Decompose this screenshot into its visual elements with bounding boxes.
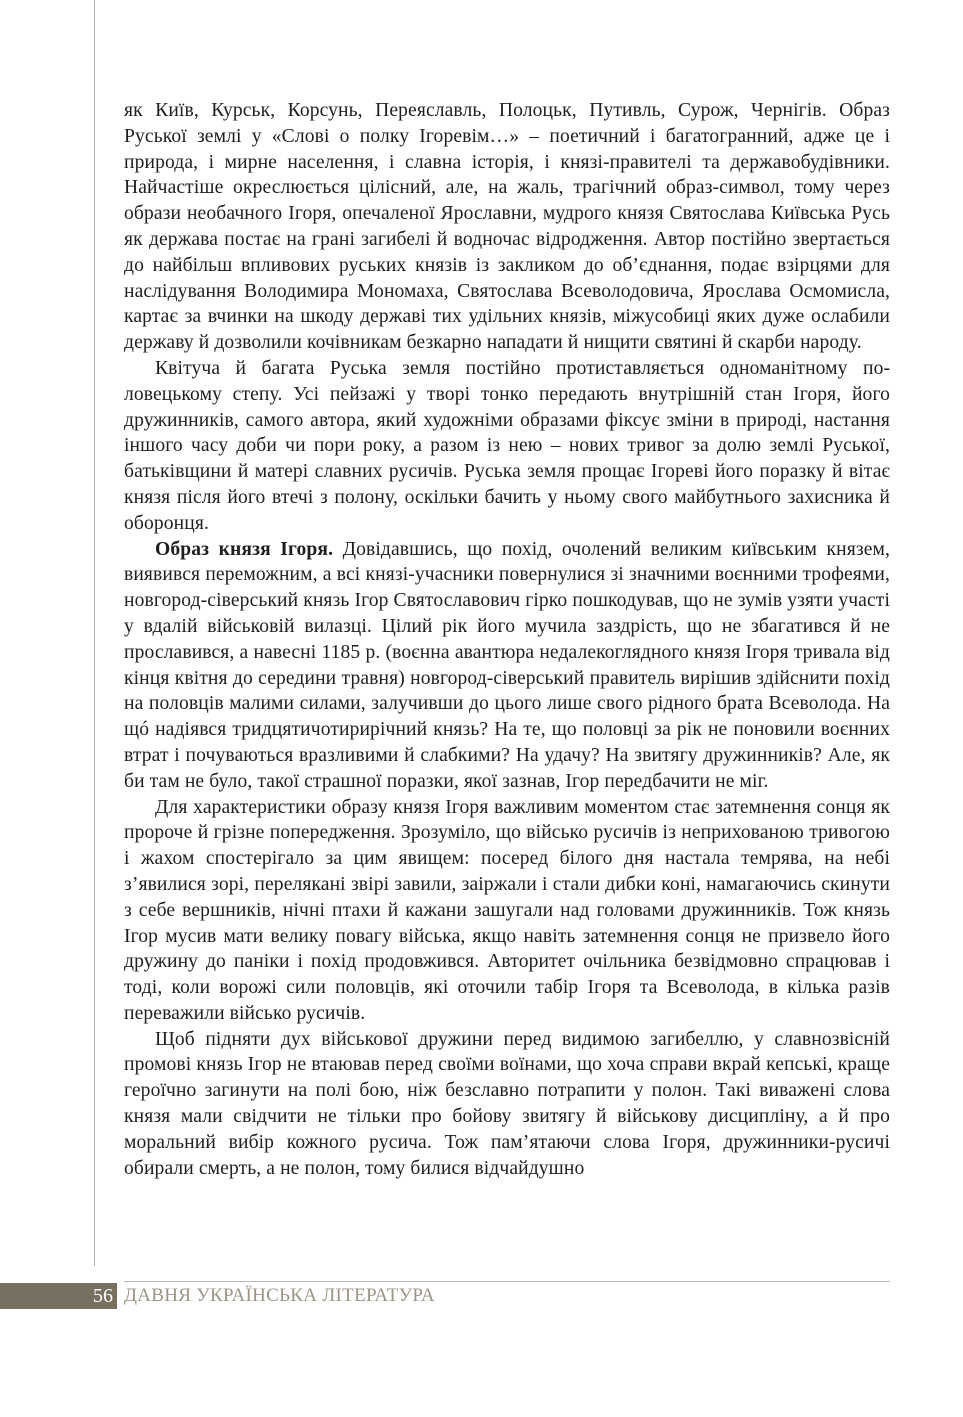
paragraph-2-text: Квітуча й багата Руська земля постійно протиставляється одноманітному половецькому степу. Усі пейзажі у творі тонко передають внутрішній стан Ігоря, його дружинників, самого автора, який художніми образами фіксує зміни в природі, настання іншого часу доби чи пори року, а разом із нею – нових тривог за долю землі Руської, батьківщини й матері славних русичів. Руська земля прощає Ігореві його поразку й вітає князя після його втечі з полону, оскільки бачить у ньому свого майбутнього захисника й оборонця. — [124, 357, 890, 534]
page-number-tab — [0, 1283, 117, 1309]
body-text — [124, 98, 890, 1181]
paragraph-2 — [124, 356, 890, 537]
paragraph-4 — [124, 795, 890, 1027]
paragraph-1 — [124, 98, 890, 356]
paragraph-5 — [124, 1027, 890, 1182]
footer-rule — [124, 1281, 890, 1282]
left-margin-rule — [94, 0, 95, 1266]
paragraph-4-text: Для характеристики образу князя Ігоря важливим моментом стає затемнення сонця як пророче й грізне попередження. Зрозуміло, що військо русичів із неприхованою тривогою і жахом спостерігало за цим явищем: посеред білого дня настала темрява, на небі з’явилися зорі, перелякані звірі завили, заіржали і стали дибки коні, намагаючись скинути з себе вершників, нічні птахи й кажани зашугали над головами дружинників. Тож князь Ігор мусив мати велику повагу війська, якщо навіть затемнення сонця не призвело його дружину до паніки і похід продовжився. Авторитет очільника безвідмовно спрацював і тоді, коли ворожі сили половців, які оточили табір Ігоря та Всеволода, в кілька разів переважили військо русичів. — [124, 796, 890, 1024]
paragraph-3 — [124, 537, 890, 795]
paragraph-5-text: Щоб підняти дух військової дружини перед видимою загибеллю, у славнозвісній промові князь Ігор не втаював перед своїми воїнами, що хоча справи вкрай кепські, краще героїчно загинути на полі бою, ніж безславно потрапити у полон. Такі виважені слова князя мали свідчити не тільки про бойову звитягу й військову дисципліну, а й про моральний вибір кожного русича. Тож пам’ятаючи слова Ігоря, дружинники-русичі обирали смерть, а не полон, тому билися відчайдушно — [124, 1028, 890, 1179]
page-number: 56 — [93, 1285, 113, 1307]
running-footer-title: ДАВНЯ УКРАЇНСЬКА ЛІТЕРАТУРА — [124, 1285, 435, 1306]
section-heading-inline: Образ князя Ігоря. — [155, 538, 334, 560]
paragraph-1-text: як Київ, Курськ, Корсунь, Переяславль, Полоцьк, Путивль, Сурож, Чернігів. Образ Руської землі у «Слові о полку Ігоревім…» – поетичний і багатогранний, адже це і природа, і мирне населення, і славна історія, і князі-правителі та державобудівники. Найчастіше окреслюється цілісний, але, на жаль, трагічний образ-символ, тому через образи необачного Ігоря, опечаленої Ярославни, мудрого князя Святослава Київська Русь як держава постає на грані загибелі й водночас відродження. Автор постійно звертається до найбільш впливових руських князів із закликом до об’єднання, подає взірцями для наслідування Володимира Мономаха, Святослава Всеволодовича, Ярослава Осмомисла, картає за вчинки на шкоду державі тих удільних князів, міжусобиці яких дуже ослабили державу й дозволили кочівникам безкарно нападати й нищити святині й скарби народу. — [124, 100, 890, 354]
paragraph-3-text: Довідавшись, що похід, очолений великим київським князем, виявився переможним, а всі князі-учасники повернулися зі значними воєнними трофеями, новгород-сіверський князь Ігор Святославович гірко пошкодував, що не зумів узяти участі у вдалій військовій вилазці. Цілий рік його мучила заздрість, що не збагатився й не прославився, а навесні 1185 р. (воєнна авантюра недалекоглядного князя Ігоря тривала від кінця квітня до середини травня) новгород-сіверський правитель вирішив здійснити похід на половців малими силами, залучивши до цього лише свого рідного брата Всеволода. На щó надіявся тридцятичотирирічний князь? На те, що половці за рік не поновили воєнних втрат і почуваються вразливими й слабкими? На удачу? На звитягу дружинників? Але, як би там не було, такої страшної поразки, якої зазнав, Ігор передбачити не міг. — [124, 538, 890, 792]
